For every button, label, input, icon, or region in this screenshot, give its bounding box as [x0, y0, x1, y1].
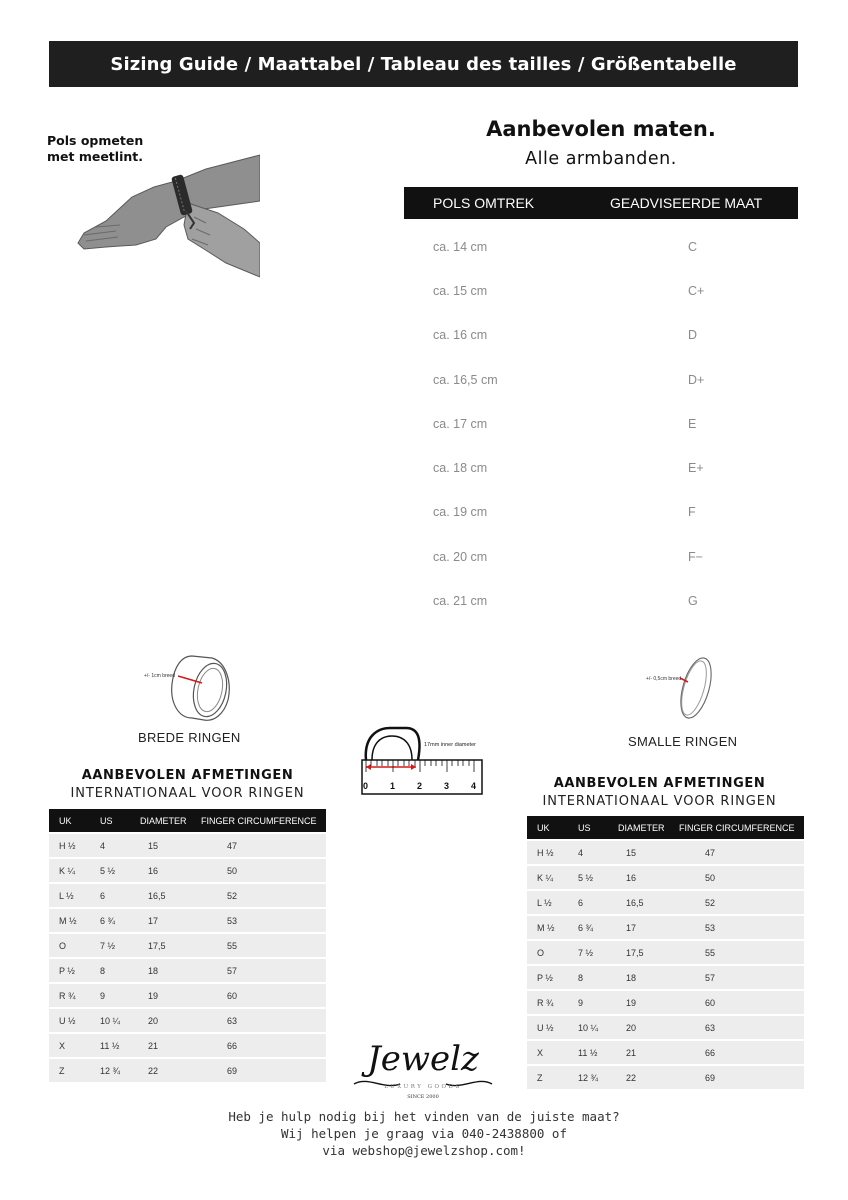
circumference-cell: 60: [705, 998, 716, 1008]
wrist-caption-line2: met meetlint.: [47, 149, 143, 164]
table-header: [49, 809, 326, 832]
narrow-ring-note: +/- 0,5cm breed: [646, 676, 682, 682]
size-value: F−: [688, 550, 703, 564]
table-row: [49, 834, 326, 857]
footer-line2: Wij helpen je graag via 040-2438800 of: [281, 1126, 567, 1141]
diameter-cell: 20: [626, 1023, 637, 1033]
wrist-value: ca. 20 cm: [433, 550, 488, 564]
circumference-cell: 57: [227, 966, 238, 976]
wrist-value: ca. 16 cm: [433, 328, 488, 342]
table-row: [527, 1041, 804, 1064]
uk-cell: R ¾: [537, 998, 554, 1008]
bracelet-subtitle: Alle armbanden.: [525, 149, 677, 169]
size-value: G: [688, 594, 698, 608]
table-row: [404, 592, 798, 612]
uk-cell: Z: [59, 1066, 65, 1076]
diameter-cell: 16: [626, 873, 637, 883]
jewelz-logo: [348, 1034, 498, 1102]
diameter-cell: 18: [626, 973, 637, 983]
us-cell: 6: [100, 891, 106, 901]
footer-line1: Heb je hulp nodig bij het vinden van de juiste maat?: [228, 1109, 620, 1124]
diameter-cell: 17,5: [148, 941, 166, 951]
uk-cell: H ½: [537, 848, 554, 858]
logo-since: SINCE 2000: [407, 1094, 439, 1100]
table-row: [527, 1066, 804, 1089]
table-row: [49, 884, 326, 907]
page-title: Sizing Guide / Maattabel / Tableau des tailles / Größentabelle: [110, 53, 737, 75]
narrow-ring-illustration: [640, 652, 720, 724]
us-cell: 9: [100, 991, 106, 1001]
column-uk: UK: [537, 823, 550, 833]
circumference-cell: 53: [227, 916, 238, 926]
size-value: D: [688, 328, 698, 342]
diameter-cell: 18: [148, 966, 159, 976]
logo-tagline: LUXURY GOODS: [384, 1084, 462, 1090]
uk-cell: O: [59, 941, 67, 951]
wrist-value: ca. 18 cm: [433, 461, 488, 475]
us-cell: 4: [578, 848, 584, 858]
diameter-cell: 17,5: [626, 948, 644, 958]
us-cell: 11 ½: [578, 1048, 598, 1058]
uk-cell: L ½: [537, 898, 552, 908]
us-cell: 6 ¾: [578, 923, 594, 933]
us-cell: 12 ¾: [578, 1073, 599, 1083]
ring-ruler-illustration: [356, 726, 486, 796]
diameter-cell: 22: [148, 1066, 159, 1076]
wide-ring-note: +/- 1cm breed: [144, 673, 175, 679]
circumference-cell: 55: [227, 941, 238, 951]
table-row: [404, 238, 798, 258]
column-uk: UK: [59, 816, 72, 826]
diameter-cell: 16,5: [626, 898, 644, 908]
diameter-cell: 22: [626, 1073, 637, 1083]
uk-cell: M ½: [59, 916, 77, 926]
right-ring-subtitle: INTERNATIONAAL VOOR RINGEN: [542, 794, 777, 809]
circumference-cell: 57: [705, 973, 716, 983]
us-cell: 7 ½: [100, 941, 116, 951]
size-value: F: [688, 505, 696, 519]
column-wrist-circumference: POLS OMTREK: [433, 195, 535, 211]
footer-line3: via webshop@jewelzshop.com!: [322, 1143, 526, 1158]
circumference-cell: 69: [227, 1066, 238, 1076]
table-row: [49, 1009, 326, 1032]
uk-cell: O: [537, 948, 545, 958]
table-row: [527, 1016, 804, 1039]
left-ring-table: [49, 809, 326, 1082]
uk-cell: P ½: [59, 966, 75, 976]
circumference-cell: 69: [705, 1073, 716, 1083]
circumference-cell: 52: [705, 898, 716, 908]
uk-cell: X: [59, 1041, 66, 1051]
uk-cell: R ¾: [59, 991, 76, 1001]
wrist-value: ca. 21 cm: [433, 594, 488, 608]
circumference-cell: 53: [705, 923, 716, 933]
us-cell: 5 ½: [578, 873, 594, 883]
circumference-cell: 50: [705, 873, 716, 883]
us-cell: 12 ¾: [100, 1066, 121, 1076]
uk-cell: K ¼: [537, 873, 554, 883]
diameter-cell: 17: [148, 916, 159, 926]
circumference-cell: 66: [227, 1041, 238, 1051]
wide-ring-illustration: [140, 652, 240, 724]
table-header: [527, 816, 804, 839]
circumference-cell: 55: [705, 948, 716, 958]
table-row: [49, 934, 326, 957]
help-footer: [200, 1108, 648, 1159]
circumference-cell: 47: [227, 841, 238, 851]
table-row: [49, 1034, 326, 1057]
uk-cell: H ½: [59, 841, 76, 851]
header-bar: [49, 41, 798, 87]
wrist-value: ca. 19 cm: [433, 505, 488, 519]
table-row: [527, 916, 804, 939]
size-value: D+: [688, 373, 705, 387]
us-cell: 5 ½: [100, 866, 116, 876]
ruler-number: 2: [417, 781, 423, 791]
table-row: [49, 984, 326, 1007]
table-row: [404, 326, 798, 346]
column-diameter: DIAMETER: [140, 816, 187, 826]
size-value: E+: [688, 461, 704, 475]
circumference-cell: 63: [705, 1023, 716, 1033]
diameter-cell: 19: [148, 991, 159, 1001]
us-cell: 8: [100, 966, 106, 976]
uk-cell: K ¼: [59, 866, 76, 876]
uk-cell: Z: [537, 1073, 543, 1083]
us-cell: 6 ¾: [100, 916, 116, 926]
us-cell: 11 ½: [100, 1041, 120, 1051]
narrow-rings-label: SMALLE RINGEN: [628, 734, 738, 749]
table-row: [527, 966, 804, 989]
us-cell: 10 ¼: [578, 1023, 599, 1033]
uk-cell: U ½: [537, 1023, 554, 1033]
circumference-cell: 60: [227, 991, 238, 1001]
diameter-cell: 20: [148, 1016, 159, 1026]
column-advised-size: GEADVISEERDE MAAT: [610, 195, 763, 211]
uk-cell: P ½: [537, 973, 553, 983]
left-ring-subtitle: INTERNATIONAAL VOOR RINGEN: [70, 786, 305, 801]
ruler-number: 3: [444, 781, 450, 791]
table-row: [404, 503, 798, 523]
wide-rings-label: BREDE RINGEN: [138, 730, 241, 745]
bracelet-table-header: [404, 187, 798, 219]
us-cell: 9: [578, 998, 584, 1008]
wrist-value: ca. 17 cm: [433, 417, 488, 431]
wrist-caption-line1: Pols opmeten: [47, 133, 144, 148]
table-row: [404, 548, 798, 568]
uk-cell: X: [537, 1048, 544, 1058]
wrist-value: ca. 16,5 cm: [433, 373, 498, 387]
size-value: C: [688, 240, 698, 254]
diameter-cell: 16,5: [148, 891, 166, 901]
table-row: [49, 909, 326, 932]
table-row: [527, 891, 804, 914]
us-cell: 4: [100, 841, 106, 851]
ruler-number: 4: [471, 781, 477, 791]
table-row: [404, 371, 798, 391]
table-row: [49, 859, 326, 882]
table-row: [404, 415, 798, 435]
circumference-cell: 50: [227, 866, 238, 876]
wrist-measuring-illustration: [76, 153, 260, 281]
diameter-cell: 21: [626, 1048, 637, 1058]
diameter-cell: 15: [148, 841, 159, 851]
uk-cell: L ½: [59, 891, 74, 901]
circumference-cell: 63: [227, 1016, 238, 1026]
diameter-cell: 17: [626, 923, 637, 933]
left-ring-title: AANBEVOLEN AFMETINGEN: [81, 768, 294, 783]
right-ring-table: [527, 816, 804, 1089]
table-row: [527, 991, 804, 1014]
table-row: [49, 959, 326, 982]
diameter-cell: 15: [626, 848, 637, 858]
table-row: [527, 941, 804, 964]
size-value: C+: [688, 284, 705, 298]
column-diameter: DIAMETER: [618, 823, 665, 833]
table-row: [527, 841, 804, 864]
us-cell: 8: [578, 973, 584, 983]
size-value: E: [688, 417, 697, 431]
circumference-cell: 52: [227, 891, 238, 901]
logo-wordmark: Jewelz: [367, 1039, 479, 1079]
circumference-cell: 66: [705, 1048, 716, 1058]
table-row: [49, 1059, 326, 1082]
ruler-note: 17mm inner diameter: [424, 742, 476, 748]
ruler-number: 1: [390, 781, 396, 791]
uk-cell: U ½: [59, 1016, 76, 1026]
circumference-cell: 47: [705, 848, 716, 858]
diameter-cell: 21: [148, 1041, 159, 1051]
table-row: [404, 459, 798, 479]
wrist-value: ca. 15 cm: [433, 284, 488, 298]
column-finger-circumference: FINGER CIRCUMFERENCE: [679, 823, 795, 833]
column-us: US: [100, 816, 113, 826]
column-finger-circumference: FINGER CIRCUMFERENCE: [201, 816, 317, 826]
bracelet-title: Aanbevolen maten.: [486, 117, 716, 141]
column-us: US: [578, 823, 591, 833]
ruler-number: 0: [363, 781, 369, 791]
table-row: [404, 282, 798, 302]
uk-cell: M ½: [537, 923, 555, 933]
table-row: [527, 866, 804, 889]
us-cell: 6: [578, 898, 584, 908]
diameter-cell: 19: [626, 998, 637, 1008]
us-cell: 7 ½: [578, 948, 594, 958]
wrist-value: ca. 14 cm: [433, 240, 488, 254]
us-cell: 10 ¼: [100, 1016, 121, 1026]
diameter-cell: 16: [148, 866, 159, 876]
right-ring-title: AANBEVOLEN AFMETINGEN: [553, 776, 766, 791]
